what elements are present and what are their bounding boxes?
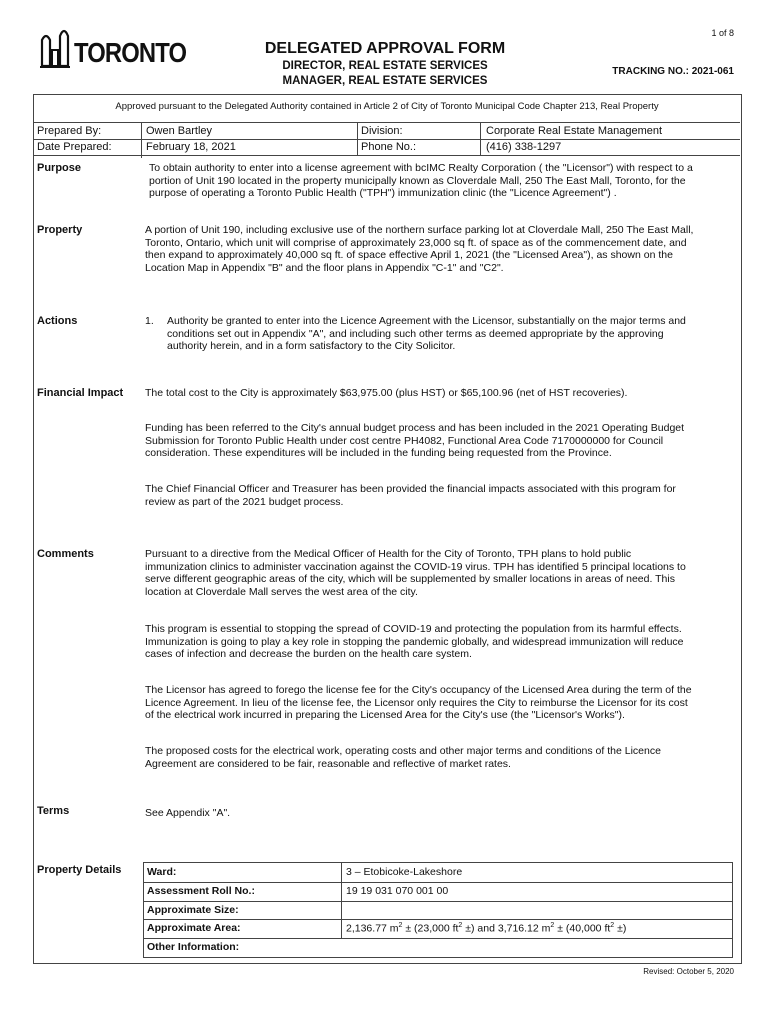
divider	[480, 122, 481, 155]
division-label: Division:	[361, 125, 403, 137]
table-row-divider	[144, 901, 732, 902]
text-line: then expand to approximately 40,000 sq ft. of space effective April 1, 2021 (the "Licensed Area"), as shown on the	[145, 249, 673, 262]
text-line: immunization clinics to administer vaccination against the COVID-19 virus. TPH has identified 5 principal locations to	[145, 560, 686, 573]
purpose-label: Purpose	[37, 162, 82, 174]
superscript: 2	[610, 922, 615, 929]
comments-paragraph	[145, 623, 740, 661]
approximate-size-label: Approximate Size:	[147, 904, 239, 916]
property-label: Property	[37, 224, 83, 236]
superscript: 2	[550, 922, 555, 929]
text-line: Location Map in Appendix "B" and the floor plans in Appendix "C-1" and "C2".	[145, 261, 504, 274]
property-details-table	[143, 862, 733, 958]
actions-label: Actions	[37, 315, 78, 327]
text-line: This program is essential to stopping the spread of COVID-19 and protecting the population from its harmful effects.	[145, 623, 682, 635]
table-col-divider	[341, 919, 342, 938]
text-line: To obtain authority to enter into a license agreement with bcIMC Realty Corporation ( the "Licensor") with respect to a	[149, 162, 693, 174]
prepared-by-value: Owen Bartley	[146, 125, 213, 137]
text-line: conditions set out in Appendix "A", and including such other terms as deemed appropriate by the approving	[167, 327, 664, 340]
superscript: 2	[398, 922, 403, 929]
text-line: purpose of operating a Toronto Public Health ("TPH") immunization clinic (the "Licence Agreement") .	[149, 187, 617, 200]
text-line: The Licensor has agreed to forego the license fee for the City's occupancy of the Licensed Area during the term of the	[145, 684, 692, 696]
text-line: of the electrical work incurred in preparing the Licensed Area for the City's use (the "Licensor's Works").	[145, 709, 625, 722]
form-subtitle-manager: MANAGER, REAL ESTATE SERVICES	[282, 75, 488, 87]
ward-label: Ward:	[147, 866, 177, 878]
table-row-divider	[144, 919, 732, 920]
approximate-area-label: Approximate Area:	[147, 922, 241, 934]
text-line: Authority be granted to enter into the Licence Agreement with the Licensor, substantially on the major terms and	[167, 315, 686, 327]
text-line: serve different geographic areas of the city, which will be supplemented by smaller locations in areas of need. This	[145, 573, 675, 586]
text-line: The proposed costs for the electrical work, operating costs and other major terms and conditions of the Licence	[145, 745, 661, 757]
text-line: A portion of Unit 190, including exclusive use of the northern surface parking lot at Cloverdale Mall, 250 The East Mall,	[145, 224, 694, 236]
comments-label: Comments	[37, 548, 94, 560]
area-text: ± (40,000 ft	[554, 922, 611, 935]
comments-paragraph	[145, 745, 740, 770]
text-line: authority herein, and in a form satisfactory to the City Solicitor.	[167, 340, 456, 353]
property-details-label: Property Details	[37, 864, 122, 876]
action-text	[167, 315, 737, 353]
revised-date: Revised: October 5, 2020	[643, 967, 734, 976]
form-subtitle-director: DIRECTOR, REAL ESTATE SERVICES	[282, 60, 488, 72]
text-line: Immunization is going to play a key role in stopping the pandemic globally, and widespread immunization will reduce	[145, 635, 684, 648]
text-line: The Chief Financial Officer and Treasurer has been provided the financial impacts associated with this program for	[145, 483, 676, 495]
area-text: ±)	[614, 922, 627, 935]
assessment-roll-label: Assessment Roll No.:	[147, 885, 255, 897]
text-line: review as part of the 2021 budget process.	[145, 495, 344, 508]
assessment-roll-value: 19 19 031 070 001 00	[346, 885, 449, 897]
text-line: Submission for Toronto Public Health under cost centre PH4082, Functional Area Code 7170000000 for Council	[145, 434, 664, 447]
financial-paragraph	[145, 483, 740, 508]
other-information-label: Other Information:	[147, 941, 240, 953]
divider	[34, 122, 740, 123]
approximate-area-value	[346, 922, 626, 935]
financial-paragraph	[145, 387, 740, 400]
logo-wordmark: TORONTO	[74, 37, 187, 68]
table-col-divider	[341, 901, 342, 919]
divider	[141, 155, 142, 158]
text-line: Pursuant to a directive from the Medical Officer of Health for the City of Toronto, TPH plans to hold public	[145, 548, 632, 560]
prepared-by-label: Prepared By:	[37, 125, 102, 137]
divider	[141, 122, 142, 155]
approved-statement: Approved pursuant to the Delegated Authority contained in Article 2 of City of Toronto Municipal Code Chapter 213, Real Property	[115, 101, 659, 112]
phone-label: Phone No.:	[361, 141, 417, 153]
terms-text: See Appendix "A".	[145, 807, 231, 819]
text-line: Toronto, Ontario, which unit will comprise of approximately 23,000 sq ft. of space as of the commencement date, and	[145, 236, 687, 249]
page-indicator: 1 of 8	[711, 28, 734, 38]
table-col-divider	[341, 863, 342, 901]
table-row-divider	[144, 938, 732, 939]
date-prepared-label: Date Prepared:	[37, 141, 112, 153]
comments-paragraph	[145, 684, 740, 722]
text-line: cases of infection and decrease the burden on the health care system.	[145, 648, 472, 661]
date-prepared-value: February 18, 2021	[146, 141, 236, 153]
superscript: 2	[458, 922, 463, 929]
action-number: 1.	[145, 315, 154, 327]
phone-value: (416) 338-1297	[486, 141, 562, 153]
terms-label: Terms	[37, 805, 70, 817]
division-value: Corporate Real Estate Management	[486, 125, 663, 137]
area-text: ±) and 3,716.12 m	[462, 922, 551, 935]
text-line: consideration. These expenditures will be included in the funding being requested from the Province.	[145, 447, 612, 460]
comments-paragraph	[145, 548, 740, 598]
area-text: 2,136.77 m	[346, 922, 399, 935]
text-line: Funding has been referred to the City's annual budget process and has been included in the 2021 Operating Budget	[145, 422, 685, 434]
divider	[357, 122, 358, 155]
property-text	[145, 224, 740, 274]
divider	[34, 155, 740, 156]
area-text: ± (23,000 ft	[402, 922, 459, 935]
financial-impact-label: Financial Impact	[37, 387, 124, 399]
text-line: The total cost to the City is approximately $63,975.00 (plus HST) or $65,100.96 (net of HST recoveries).	[145, 387, 628, 399]
text-line: Agreement are considered to be fair, reasonable and reflective of market rates.	[145, 757, 511, 770]
text-line: Licence Agreement. In lieu of the license fee, the Licensor only requires the City to reimburse the Licensor for its cost	[145, 696, 688, 709]
form-title: DELEGATED APPROVAL FORM	[264, 40, 506, 57]
ward-value: 3 – Etobicoke-Lakeshore	[346, 866, 463, 878]
text-line: location at Cloverdale Mall serves the west area of the city.	[145, 585, 418, 598]
financial-paragraph	[145, 422, 740, 460]
text-line: portion of Unit 190 located in the property municipally known as Cloverdale Mall, 250 The East Mall, Toronto, for the	[149, 174, 686, 187]
purpose-text	[149, 162, 744, 200]
divider	[34, 139, 740, 140]
table-row-divider	[144, 882, 732, 883]
tracking-number: TRACKING NO.: 2021-061	[612, 66, 734, 77]
